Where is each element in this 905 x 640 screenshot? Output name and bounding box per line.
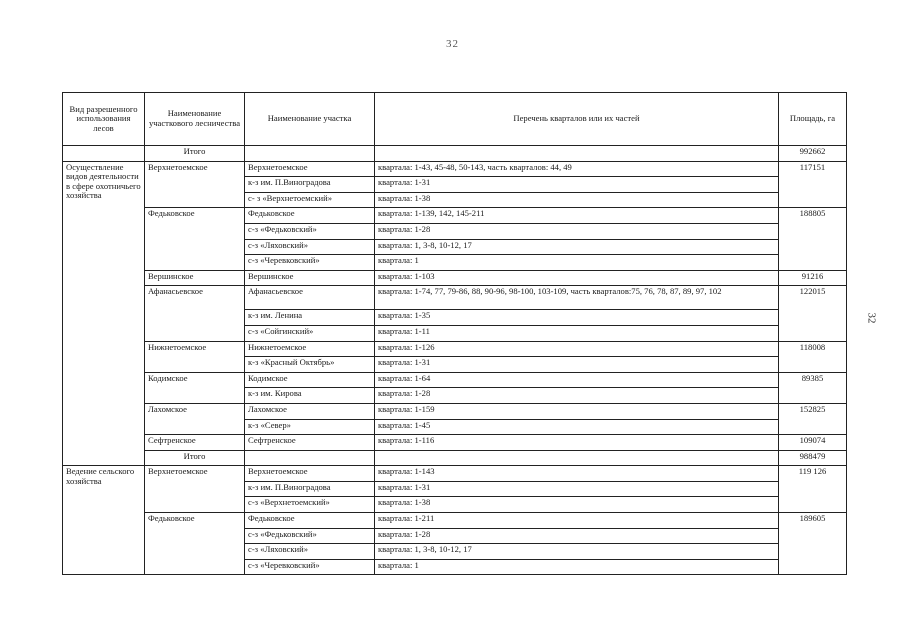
forestry-cell: Сефтренское: [145, 435, 245, 451]
quarters-cell: квартала: 1-116: [375, 435, 779, 451]
plot-name-cell: к-з им. Ленина: [245, 310, 375, 326]
quarters-cell: квартала: 1-28: [375, 388, 779, 404]
table-header-row: [63, 93, 847, 146]
area-cell: 109074: [779, 435, 847, 451]
plot-name-cell: Верхнетоемское: [245, 161, 375, 177]
table-row: [63, 403, 847, 419]
header-use-type: Вид разрешенного использования лесов: [63, 93, 145, 146]
table-row: [63, 341, 847, 357]
quarters-cell: квартала: 1, 3-8, 10-12, 17: [375, 239, 779, 255]
plot-name-cell: Нижнетоемское: [245, 341, 375, 357]
forestry-cell: Лахомское: [145, 403, 245, 434]
plot-name-cell: Федьковское: [245, 208, 375, 224]
plot-name-cell: с-з «Сойгинский»: [245, 325, 375, 341]
table-row: [63, 286, 847, 310]
quarters-cell: квартала: 1-31: [375, 481, 779, 497]
total-label: Итого: [145, 450, 245, 466]
page-number-top: 32: [446, 38, 459, 50]
plot-name-cell: Вершинское: [245, 270, 375, 286]
quarters-cell: квартала: 1-38: [375, 497, 779, 513]
plot-name-cell: Верхнетоемское: [245, 466, 375, 482]
quarters-cell: квартала: 1, 3-8, 10-12, 17: [375, 544, 779, 560]
forestry-cell: Верхнетоемское: [145, 466, 245, 513]
plot-name-cell: к-з им. Кирова: [245, 388, 375, 404]
plot-name-cell: к-з «Красный Октябрь»: [245, 357, 375, 373]
forestry-cell: Кодимское: [145, 372, 245, 403]
plot-name-cell: Кодимское: [245, 372, 375, 388]
plot-name-cell: к-з «Север»: [245, 419, 375, 435]
table-row: [63, 513, 847, 529]
header-forestry: Наименование участкового лесничества: [145, 93, 245, 146]
quarters-cell: квартала: 1-126: [375, 341, 779, 357]
quarters-cell: квартала: 1-74, 77, 79-86, 88, 90-96, 98-100, 103-109, часть кварталов:75, 76, 78, 87, 89, 97, 102: [375, 286, 779, 310]
table-row: [63, 466, 847, 482]
area-cell: 119 126: [779, 466, 847, 513]
forestry-cell: Афанасьевское: [145, 286, 245, 341]
quarters-cell: квартала: 1-31: [375, 357, 779, 373]
table-row: [63, 161, 847, 177]
header-area: Площадь, га: [779, 93, 847, 146]
plot-name-cell: Сефтренское: [245, 435, 375, 451]
plot-name-cell: Афанасьевское: [245, 286, 375, 310]
quarters-cell: квартала: 1-11: [375, 325, 779, 341]
plot-name-cell: с-з «Федьковский»: [245, 528, 375, 544]
page-number-side: 32: [865, 312, 878, 324]
quarters-cell: квартала: 1-28: [375, 528, 779, 544]
table-row: [63, 435, 847, 451]
area-cell: 189605: [779, 513, 847, 575]
table-row: [63, 270, 847, 286]
quarters-cell: квартала: 1-103: [375, 270, 779, 286]
quarters-cell: квартала: 1-38: [375, 192, 779, 208]
plot-name-cell: к-з им. П.Виноградова: [245, 481, 375, 497]
forestry-cell: Федьковское: [145, 208, 245, 270]
table-row: [63, 372, 847, 388]
plot-name-cell: Федьковское: [245, 513, 375, 529]
top-total-row: [63, 146, 847, 162]
area-cell: 118008: [779, 341, 847, 372]
total-value: 988479: [779, 450, 847, 466]
plot-name-cell: с- з «Верхнетоемский»: [245, 192, 375, 208]
quarters-cell: квартала: 1-35: [375, 310, 779, 326]
forestry-cell: Нижнетоемское: [145, 341, 245, 372]
plot-name-cell: с-з «Черевковский»: [245, 559, 375, 575]
quarters-cell: квартала: 1-139, 142, 145-211: [375, 208, 779, 224]
total-label: Итого: [145, 146, 245, 162]
plot-name-cell: с-з «Ляховский»: [245, 544, 375, 560]
plot-name-cell: к-з им. П.Виноградова: [245, 177, 375, 193]
forest-use-table: [62, 92, 847, 575]
forestry-cell: Федьковское: [145, 513, 245, 575]
plot-name-cell: с-з «Федьковский»: [245, 223, 375, 239]
table-row: [63, 208, 847, 224]
quarters-cell: квартала: 1-43, 45-48, 50-143, часть кварталов: 44, 49: [375, 161, 779, 177]
quarters-cell: квартала: 1-211: [375, 513, 779, 529]
header-quarters: Перечень кварталов или их частей: [375, 93, 779, 146]
quarters-cell: квартала: 1-28: [375, 223, 779, 239]
forestry-cell: Вершинское: [145, 270, 245, 286]
section-total-row: [63, 450, 847, 466]
use-type-cell: Ведение сельского хозяйства: [63, 466, 145, 575]
header-plot: Наименование участка: [245, 93, 375, 146]
area-cell: 117151: [779, 161, 847, 208]
quarters-cell: квартала: 1: [375, 559, 779, 575]
forestry-cell: Верхнетоемское: [145, 161, 245, 208]
section-agriculture: [63, 466, 847, 575]
quarters-cell: квартала: 1-64: [375, 372, 779, 388]
quarters-cell: квартала: 1: [375, 255, 779, 271]
use-type-cell: Осуществление видов деятельности в сфере охотничьего хозяйства: [63, 161, 145, 466]
total-value: 992662: [779, 146, 847, 162]
area-cell: 152825: [779, 403, 847, 434]
area-cell: 188805: [779, 208, 847, 270]
quarters-cell: квартала: 1-159: [375, 403, 779, 419]
plot-name-cell: Лахомское: [245, 403, 375, 419]
area-cell: 91216: [779, 270, 847, 286]
area-cell: 89385: [779, 372, 847, 403]
plot-name-cell: с-з «Черевковский»: [245, 255, 375, 271]
quarters-cell: квартала: 1-31: [375, 177, 779, 193]
section-hunting: [63, 161, 847, 466]
quarters-cell: квартала: 1-143: [375, 466, 779, 482]
quarters-cell: квартала: 1-45: [375, 419, 779, 435]
plot-name-cell: с-з «Ляховский»: [245, 239, 375, 255]
plot-name-cell: с-з «Верхнетоемский»: [245, 497, 375, 513]
area-cell: 122015: [779, 286, 847, 341]
